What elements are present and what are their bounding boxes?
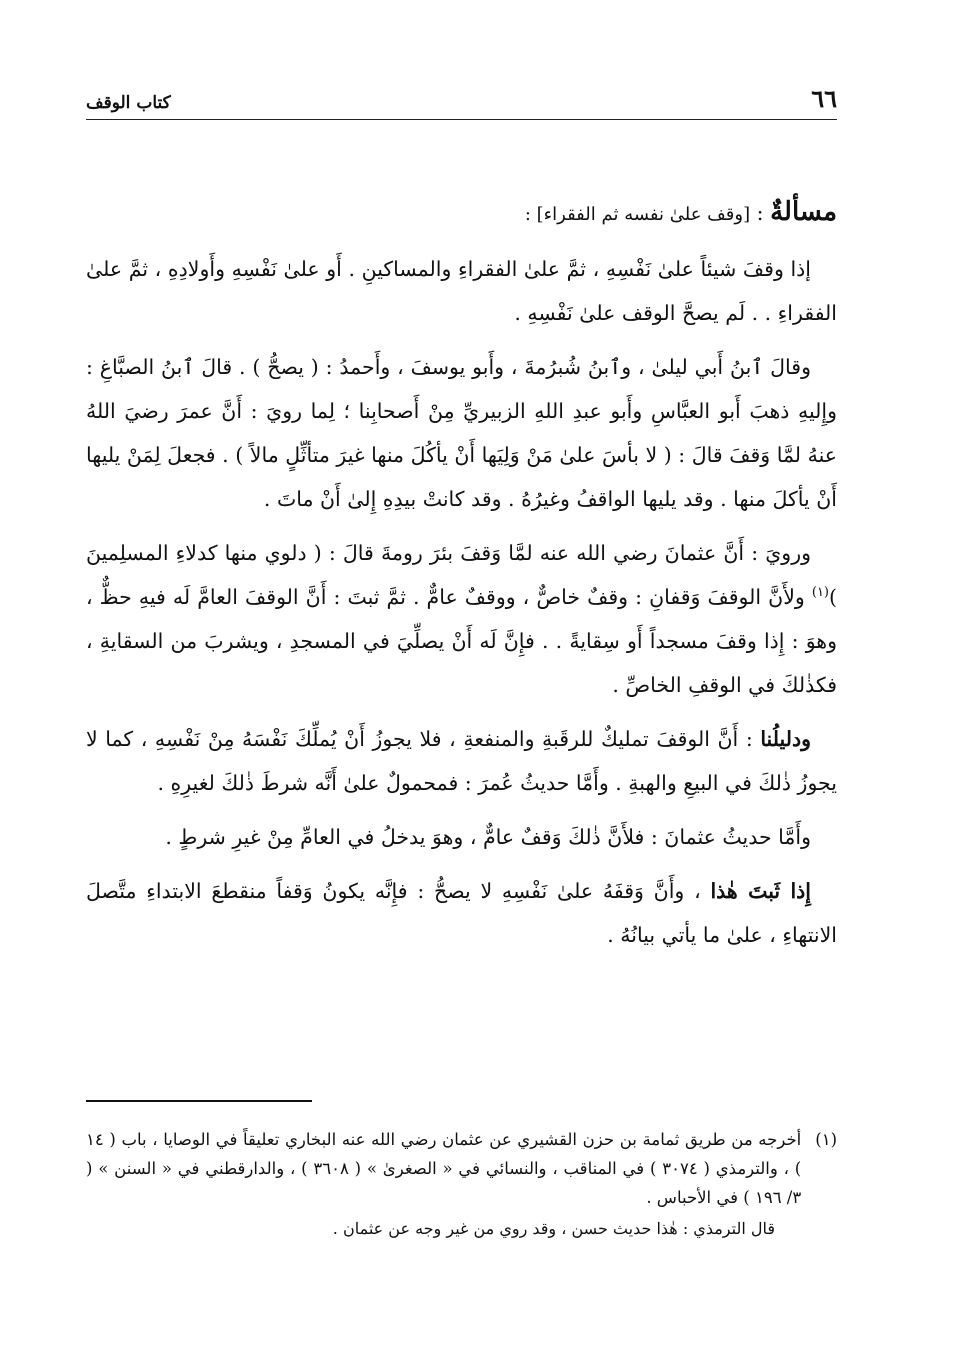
paragraph-4-body: : أَنَّ الوقفَ تمليكٌ للرقَبةِ والمنفعةِ ، فلا يجوزُ أَنْ يُملِّكَ نَفْسَهُ مِنْ نَفْسِهِ ، كما لا يجوزُ ذٰلكَ في البيعِ والهبةِ . وأَمَّا حديثُ عُمرَ : فمحمولٌ علىٰ أَنَّه شرطَ ذٰلكَ لغيرِهِ . [86,727,837,795]
paragraph-6 [86,869,837,957]
paragraph-1: إذا وقفَ شيئاً علىٰ نَفْسِهِ ، ثمَّ علىٰ الفقراءِ والمساكينِ . أَو علىٰ نَفْسِهِ وأَولادِهِ ، ثمَّ علىٰ الفقراءِ . . لَم يصحَّ الوقف علىٰ نَفْسِهِ . [86,257,837,325]
section-heading [86,190,837,237]
paragraph-6-body: ، وأَنَّ وَقفَهُ علىٰ نَفْسِهِ لا يصحُّ : فإِنَّه يكونُ وَقفاً منقطعَ الابتداءِ متَّصلَ الانتهاءِ ، علىٰ ما يأتي بيانُهُ . [86,879,837,947]
masala-title: مسألةٌ [770,197,837,227]
paragraph-3-part-b: ولأَنَّ الوقفَ وَقفانِ : وقفٌ خاصٌّ ، ووقفٌ عامٌّ . ثمَّ ثبتَ : أَنَّ الوقفَ العامَّ لَه فيهِ حظٌّ ، وهوَ : إِذا وقفَ مسجداً أَو سِقايةً . . فإِنَّ لَه أَنْ يصلِّيَ في المسجدِ ، ويشربَ من السقايةِ ، فكذٰلكَ في الوقفِ الخاصِّ . [86,585,837,697]
book-title: كتاب الوقف [86,93,171,113]
page-number: ٦٦ [811,84,837,113]
paragraph-3 [86,531,837,707]
footnote-1-mark: (١) [815,1130,837,1149]
heading-colon: : [750,201,771,225]
paragraph-4 [86,717,837,805]
paragraph-5: وأَمَّا حديثُ عثمانَ : فلأَنَّ ذٰلكَ وَقفٌ عامٌّ ، وهوَ يدخلُ في العامِّ مِنْ غيرِ شرطٍ . [165,825,811,849]
paragraph-2: وقالَ ٱبنُ أَبي ليلىٰ ، وٱبنُ شُبرُمةَ ، وأَبو يوسفَ ، وأَحمدُ : ( يصحُّ ) . قالَ ٱبنُ الصبَّاغِ : وإِليهِ ذهبَ أَبو العبَّاسِ وأَبو عبدِ اللهِ الزبيريِّ مِنْ أَصحابِنا ؛ لِما رويَ : أَنَّ عمرَ رضيَ اللهُ عنهُ لمَّا وَقفَ قالَ : ( لا بأسَ علىٰ مَنْ وَلِيَها أَنْ يأكُلَ منها غيرَ متأثِّلٍ مالاً ) . فجعلَ لِمَنْ يليها أَنْ يأكلَ منها . وقد يليها الواقفُ وغيرُهُ . وقد كانتْ بيدِهِ إِلىٰ أَنْ ماتَ . [86,355,837,511]
footnote-reference: (١) [811,585,829,601]
footnote-1-note: قال الترمذي : هٰذا حديث حسن ، وقد روي من غير وجه عن عثمان . [332,1219,775,1238]
footnotes [86,1125,837,1243]
footnote-1 [86,1125,837,1212]
footnote-1-text: أخرجه من طريق ثمامة بن حزن القشيري عن عثمان رضي الله عنه البخاري تعليقاً في الوصايا ، باب ( ١٤ ) ، والترمذي ( ٣٠٧٤ ) في المناقب ، والنسائي في « الصغرىٰ » ( ٣٦٠٨ ) ، والدارقطني في « السنن » ( ٣/ ١٩٦ ) في الأحباس . [86,1130,802,1207]
main-text [86,190,837,967]
masala-subtitle: [وقف علىٰ نفسه ثم الفقراء] : [524,204,751,225]
paragraph-6-lead: إِذا ثَبتَ هٰذا [710,879,811,903]
footnote-separator [86,1100,312,1102]
page-header [86,86,837,120]
paragraph-4-lead: ودليلُنا [760,727,811,751]
paragraph-3-part-a: ورويَ : أَنَّ عثمانَ رضي الله عنه لمَّا وَقفَ بئرَ رومةَ قالَ : ( دلوي منها كدلاءِ المسلِمينَ ) [86,541,837,609]
